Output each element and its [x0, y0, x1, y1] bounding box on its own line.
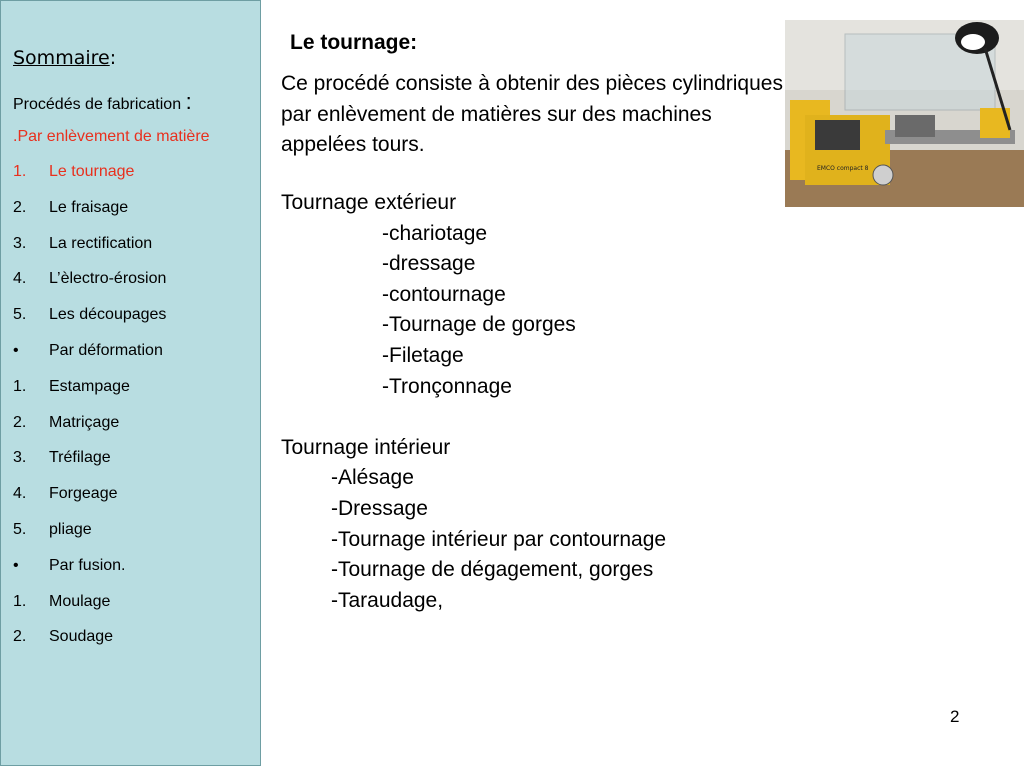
interior-item: -Taraudage, — [331, 588, 444, 612]
toc-label: Moulage — [49, 592, 111, 610]
interior-item: -Alésage — [331, 466, 414, 490]
toc-label: Par déformation — [49, 341, 163, 359]
toc-item[interactable] — [13, 628, 166, 664]
exterior-heading: Tournage extérieur — [281, 191, 457, 214]
sidebar-subheading-colon: : — [185, 89, 192, 114]
lathe-machine-photo — [785, 20, 1024, 207]
toc-item[interactable] — [13, 449, 166, 485]
toc-label: Par fusion. — [49, 556, 126, 574]
sidebar-title-suffix: : — [109, 47, 117, 69]
exterior-item: -contournage — [382, 282, 506, 306]
toc-label: Le tournage — [49, 163, 135, 180]
toc-item[interactable] — [13, 557, 166, 593]
sidebar-title-text: Sommaire — [13, 47, 110, 69]
toc-item[interactable] — [13, 235, 166, 271]
interior-item: -Tournage de dégagement, gorges — [331, 558, 654, 582]
machine-brand: EMCO compact 8 — [817, 165, 869, 172]
toc-marker: 2. — [13, 198, 27, 216]
toc-item[interactable] — [13, 378, 166, 414]
page-title: Le tournage: — [290, 31, 418, 54]
gear-chart — [815, 120, 860, 150]
toc-label: pliage — [49, 520, 92, 538]
toc-label: Les découpages — [49, 306, 167, 324]
toc-item[interactable] — [13, 342, 166, 378]
toc-marker: • — [13, 556, 19, 574]
toc-label: Le fraisage — [49, 198, 129, 216]
toc-item[interactable] — [13, 163, 166, 199]
interior-item: -Dressage — [331, 496, 428, 520]
carriage — [895, 115, 935, 137]
table-of-contents — [13, 163, 166, 664]
toc-label: Tréfilage — [49, 449, 111, 467]
toc-marker: • — [13, 341, 19, 359]
toc-marker: 3. — [13, 449, 27, 467]
toc-marker: 1. — [13, 592, 27, 610]
page-number: 2 — [950, 707, 960, 726]
content-list — [281, 188, 666, 616]
toc-label: La rectification — [49, 234, 153, 252]
exterior-item: -Tronçonnage — [382, 374, 512, 398]
interior-heading: Tournage intérieur — [281, 435, 451, 459]
toc-marker: 3. — [13, 234, 27, 252]
toc-item[interactable] — [13, 414, 166, 450]
toc-item[interactable] — [13, 306, 166, 342]
toc-marker: 4. — [13, 270, 27, 288]
toc-marker: 2. — [13, 413, 27, 431]
toc-marker: 1. — [13, 377, 27, 395]
sidebar-subheading-2: .Par enlèvement de matière — [13, 128, 210, 145]
toc-marker: 2. — [13, 628, 27, 646]
exterior-item: -dressage — [382, 252, 476, 276]
toc-marker: 5. — [13, 520, 27, 538]
toc-marker: 4. — [13, 485, 27, 503]
toc-item[interactable] — [13, 270, 166, 306]
sidebar — [0, 0, 261, 766]
toc-item[interactable] — [13, 485, 166, 521]
exterior-item: -Tournage de gorges — [382, 313, 576, 337]
toc-label: Estampage — [49, 377, 130, 395]
sidebar-title — [13, 47, 116, 69]
sidebar-subheading — [13, 89, 192, 115]
exterior-item: -chariotage — [382, 221, 488, 245]
spacer — [281, 402, 666, 433]
interior-item: -Tournage intérieur par contournage — [331, 527, 667, 551]
toc-label: Matriçage — [49, 413, 120, 431]
toc-item[interactable] — [13, 593, 166, 629]
toc-label: Forgeage — [49, 485, 118, 503]
toc-label: L’èlectro-érosion — [49, 270, 167, 288]
toc-marker: 5. — [13, 306, 27, 324]
toc-item[interactable] — [13, 199, 166, 235]
sidebar-subheading-text: Procédés de fabrication — [13, 96, 182, 113]
lamp-light — [961, 34, 985, 50]
exterior-item: -Filetage — [382, 343, 464, 367]
toc-label: Soudage — [49, 628, 114, 646]
toc-item[interactable] — [13, 521, 166, 557]
toc-marker: 1. — [13, 163, 27, 180]
handwheel — [873, 165, 893, 185]
intro-paragraph: Ce procédé consiste à obtenir des pièces cylindriques par enlèvement de matières sur des machines appelées tours. — [281, 72, 783, 156]
